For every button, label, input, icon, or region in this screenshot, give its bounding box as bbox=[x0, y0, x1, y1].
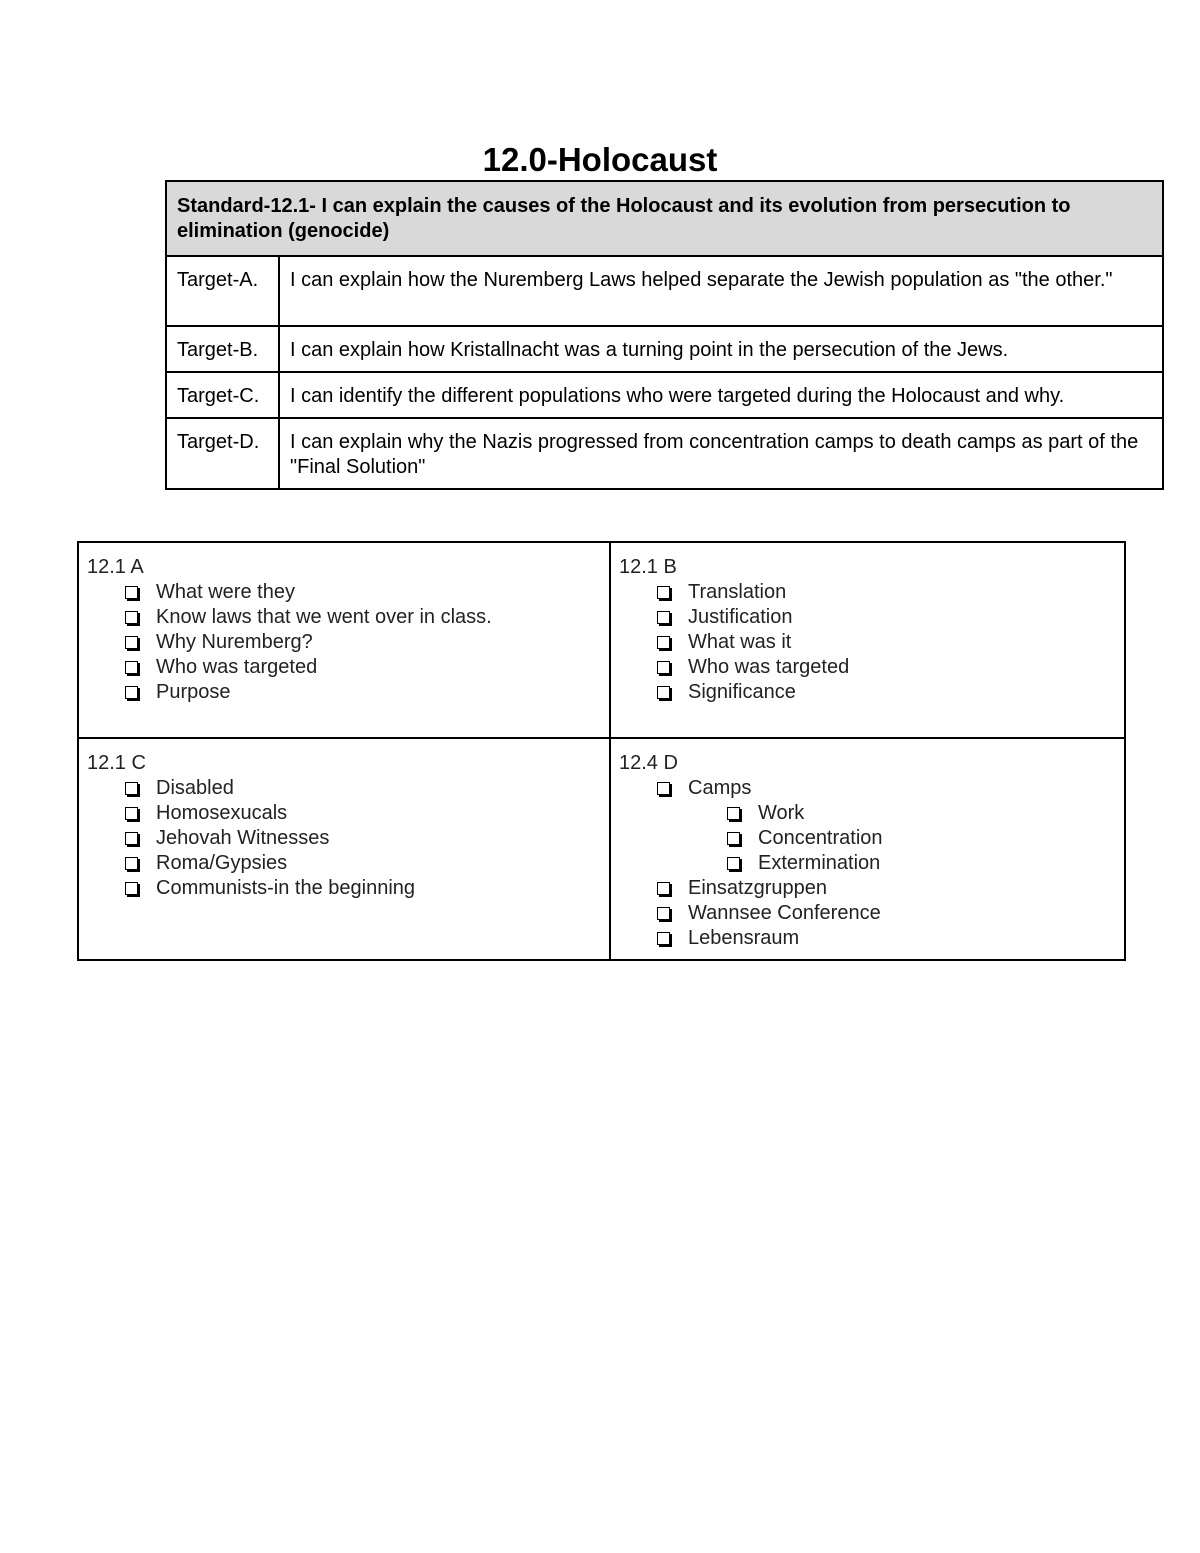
review-row bbox=[78, 542, 1125, 738]
checklist-item: Who was targeted bbox=[657, 655, 1116, 680]
review-box-b bbox=[610, 542, 1125, 738]
checklist-item: Roma/Gypsies bbox=[125, 851, 601, 876]
checklist-item: Extermination bbox=[727, 851, 1116, 876]
checklist-item: Know laws that we went over in class. bbox=[125, 605, 601, 630]
target-row bbox=[166, 326, 1163, 372]
target-row bbox=[166, 256, 1163, 326]
checklist-item bbox=[657, 776, 1116, 876]
checklist-item: Disabled bbox=[125, 776, 601, 801]
review-row bbox=[78, 738, 1125, 960]
standards-table bbox=[165, 180, 1164, 490]
review-box-c bbox=[78, 738, 610, 960]
checklist-item-label: Camps bbox=[688, 777, 752, 799]
checklist-item: Homosexucals bbox=[125, 801, 601, 826]
target-text: I can explain how the Nuremberg Laws helped separate the Jewish population as "the other." bbox=[279, 256, 1163, 326]
checklist bbox=[619, 580, 1116, 705]
page-title: 12.0-Holocaust bbox=[482, 141, 718, 178]
standard-row bbox=[166, 181, 1163, 256]
checklist-item: Jehovah Witnesses bbox=[125, 826, 601, 851]
box-heading: 12.1 B bbox=[619, 556, 677, 578]
checklist-item: Work bbox=[727, 801, 1116, 826]
checklist bbox=[619, 776, 1116, 951]
box-heading: 12.1 C bbox=[87, 752, 146, 774]
checklist bbox=[87, 580, 601, 705]
sub-checklist bbox=[688, 801, 1116, 876]
review-grid bbox=[77, 541, 1126, 961]
target-row bbox=[166, 372, 1163, 418]
box-heading: 12.1 A bbox=[87, 556, 144, 578]
target-label: Target-C. bbox=[166, 372, 279, 418]
checklist-item: Who was targeted bbox=[125, 655, 601, 680]
target-text: I can identify the different populations who were targeted during the Holocaust and why. bbox=[279, 372, 1163, 418]
target-label: Target-B. bbox=[166, 326, 279, 372]
review-box-d bbox=[610, 738, 1125, 960]
checklist-item: Communists-in the beginning bbox=[125, 876, 601, 901]
checklist-item: Why Nuremberg? bbox=[125, 630, 601, 655]
checklist-item: Einsatzgruppen bbox=[657, 876, 1116, 901]
target-text: I can explain why the Nazis progressed from concentration camps to death camps as part of the "Final Solution" bbox=[279, 418, 1163, 489]
review-box-a bbox=[78, 542, 610, 738]
standard-heading: Standard-12.1- I can explain the causes of the Holocaust and its evolution from persecution to elimination (genocide) bbox=[166, 181, 1163, 256]
checklist-item: What was it bbox=[657, 630, 1116, 655]
target-row bbox=[166, 418, 1163, 489]
checklist-item: Purpose bbox=[125, 680, 601, 705]
checklist-item: Justification bbox=[657, 605, 1116, 630]
checklist-item: Translation bbox=[657, 580, 1116, 605]
checklist-item: Significance bbox=[657, 680, 1116, 705]
target-label: Target-D. bbox=[166, 418, 279, 489]
target-text: I can explain how Kristallnacht was a turning point in the persecution of the Jews. bbox=[279, 326, 1163, 372]
target-label: Target-A. bbox=[166, 256, 279, 326]
box-heading: 12.4 D bbox=[619, 752, 678, 774]
checklist-item: Lebensraum bbox=[657, 926, 1116, 951]
checklist-item: Concentration bbox=[727, 826, 1116, 851]
checklist bbox=[87, 776, 601, 901]
checklist-item: Wannsee Conference bbox=[657, 901, 1116, 926]
checklist-item: What were they bbox=[125, 580, 601, 605]
